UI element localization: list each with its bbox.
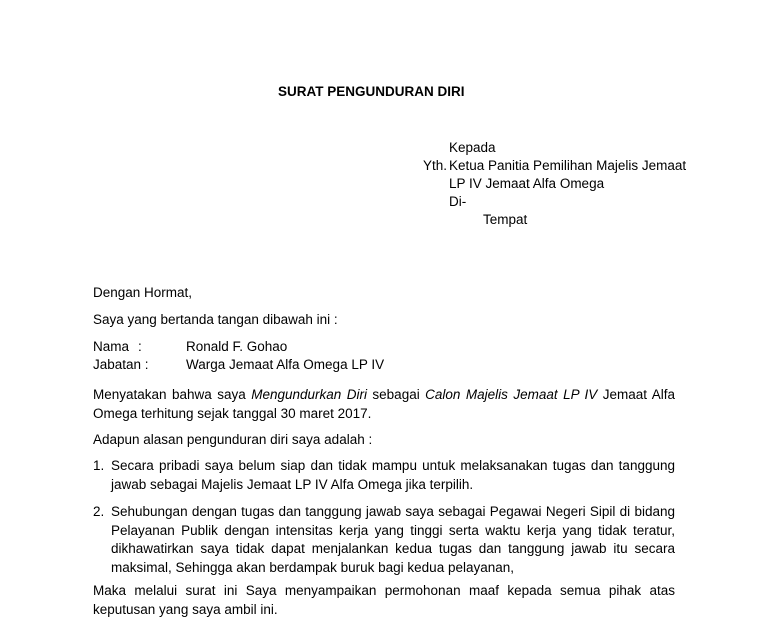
recipient-line2: LP IV Jemaat Alfa Omega <box>449 176 605 191</box>
greeting: Dengan Hormat, <box>93 285 193 300</box>
position-value: Warga Jemaat Alfa Omega LP IV <box>186 357 385 372</box>
name-colon: : <box>138 339 142 354</box>
reason-text: Sehubungan dengan tugas dan tanggung jawab saya sebagai Pegawai Negeri Sipil di bidang Pelayanan Publik dengan intensitas kerja yang tinggi serta waktu kerja yang tidak teratur, dikhawatirkan saya tidak dapat menjalankan kedua tugas dan tanggung jawab itu secara maksimal, Sehingga akan berdampak buruk bagi kedua pelayanan, <box>111 504 675 575</box>
recipient-tempat: Tempat <box>483 212 528 227</box>
recipient-di: Di- <box>449 194 467 209</box>
position-label: Jabatan : <box>93 357 149 372</box>
closing-paragraph: Maka melalui surat ini Saya menyampaikan permohonan maaf kepada semua pihak atas keputusan yang saya ambil ini. <box>93 583 675 617</box>
recipient-yth: Yth. <box>423 158 448 173</box>
reason-number: 2. <box>93 504 105 519</box>
recipient-kepada: Kepada <box>449 140 496 155</box>
statement-emphasis-resign: Mengundurkan Diri <box>251 387 367 402</box>
recipient-line1: Ketua Panitia Pemilihan Majelis Jemaat <box>449 158 687 173</box>
reason-text: Secara pribadi saya belum siap dan tidak mampu untuk melaksanakan tugas dan tanggung jawab sebagai Majelis Jemaat LP IV Alfa Omega jika terpilih. <box>111 458 675 492</box>
statement-part3: Jemaat Alfa Omega terhitung sejak tanggal 30 maret 2017. <box>93 387 675 421</box>
name-label: Nama <box>93 339 130 354</box>
statement-emphasis-candidate: Calon Majelis Jemaat LP IV <box>425 387 598 402</box>
reason-number: 1. <box>93 458 105 473</box>
statement-paragraph <box>93 386 675 423</box>
name-value: Ronald F. Gohao <box>186 339 288 354</box>
reason-item <box>93 457 675 494</box>
reason-item <box>93 503 675 577</box>
letter-title: SURAT PENGUNDURAN DIRI <box>278 84 465 99</box>
statement-part2: sebagai <box>366 387 426 402</box>
reasons-intro: Adapun alasan pengunduran diri saya adalah : <box>93 432 373 447</box>
intro-line: Saya yang bertanda tangan dibawah ini : <box>93 312 338 327</box>
statement-part1: Menyatakan bahwa saya <box>93 387 252 402</box>
